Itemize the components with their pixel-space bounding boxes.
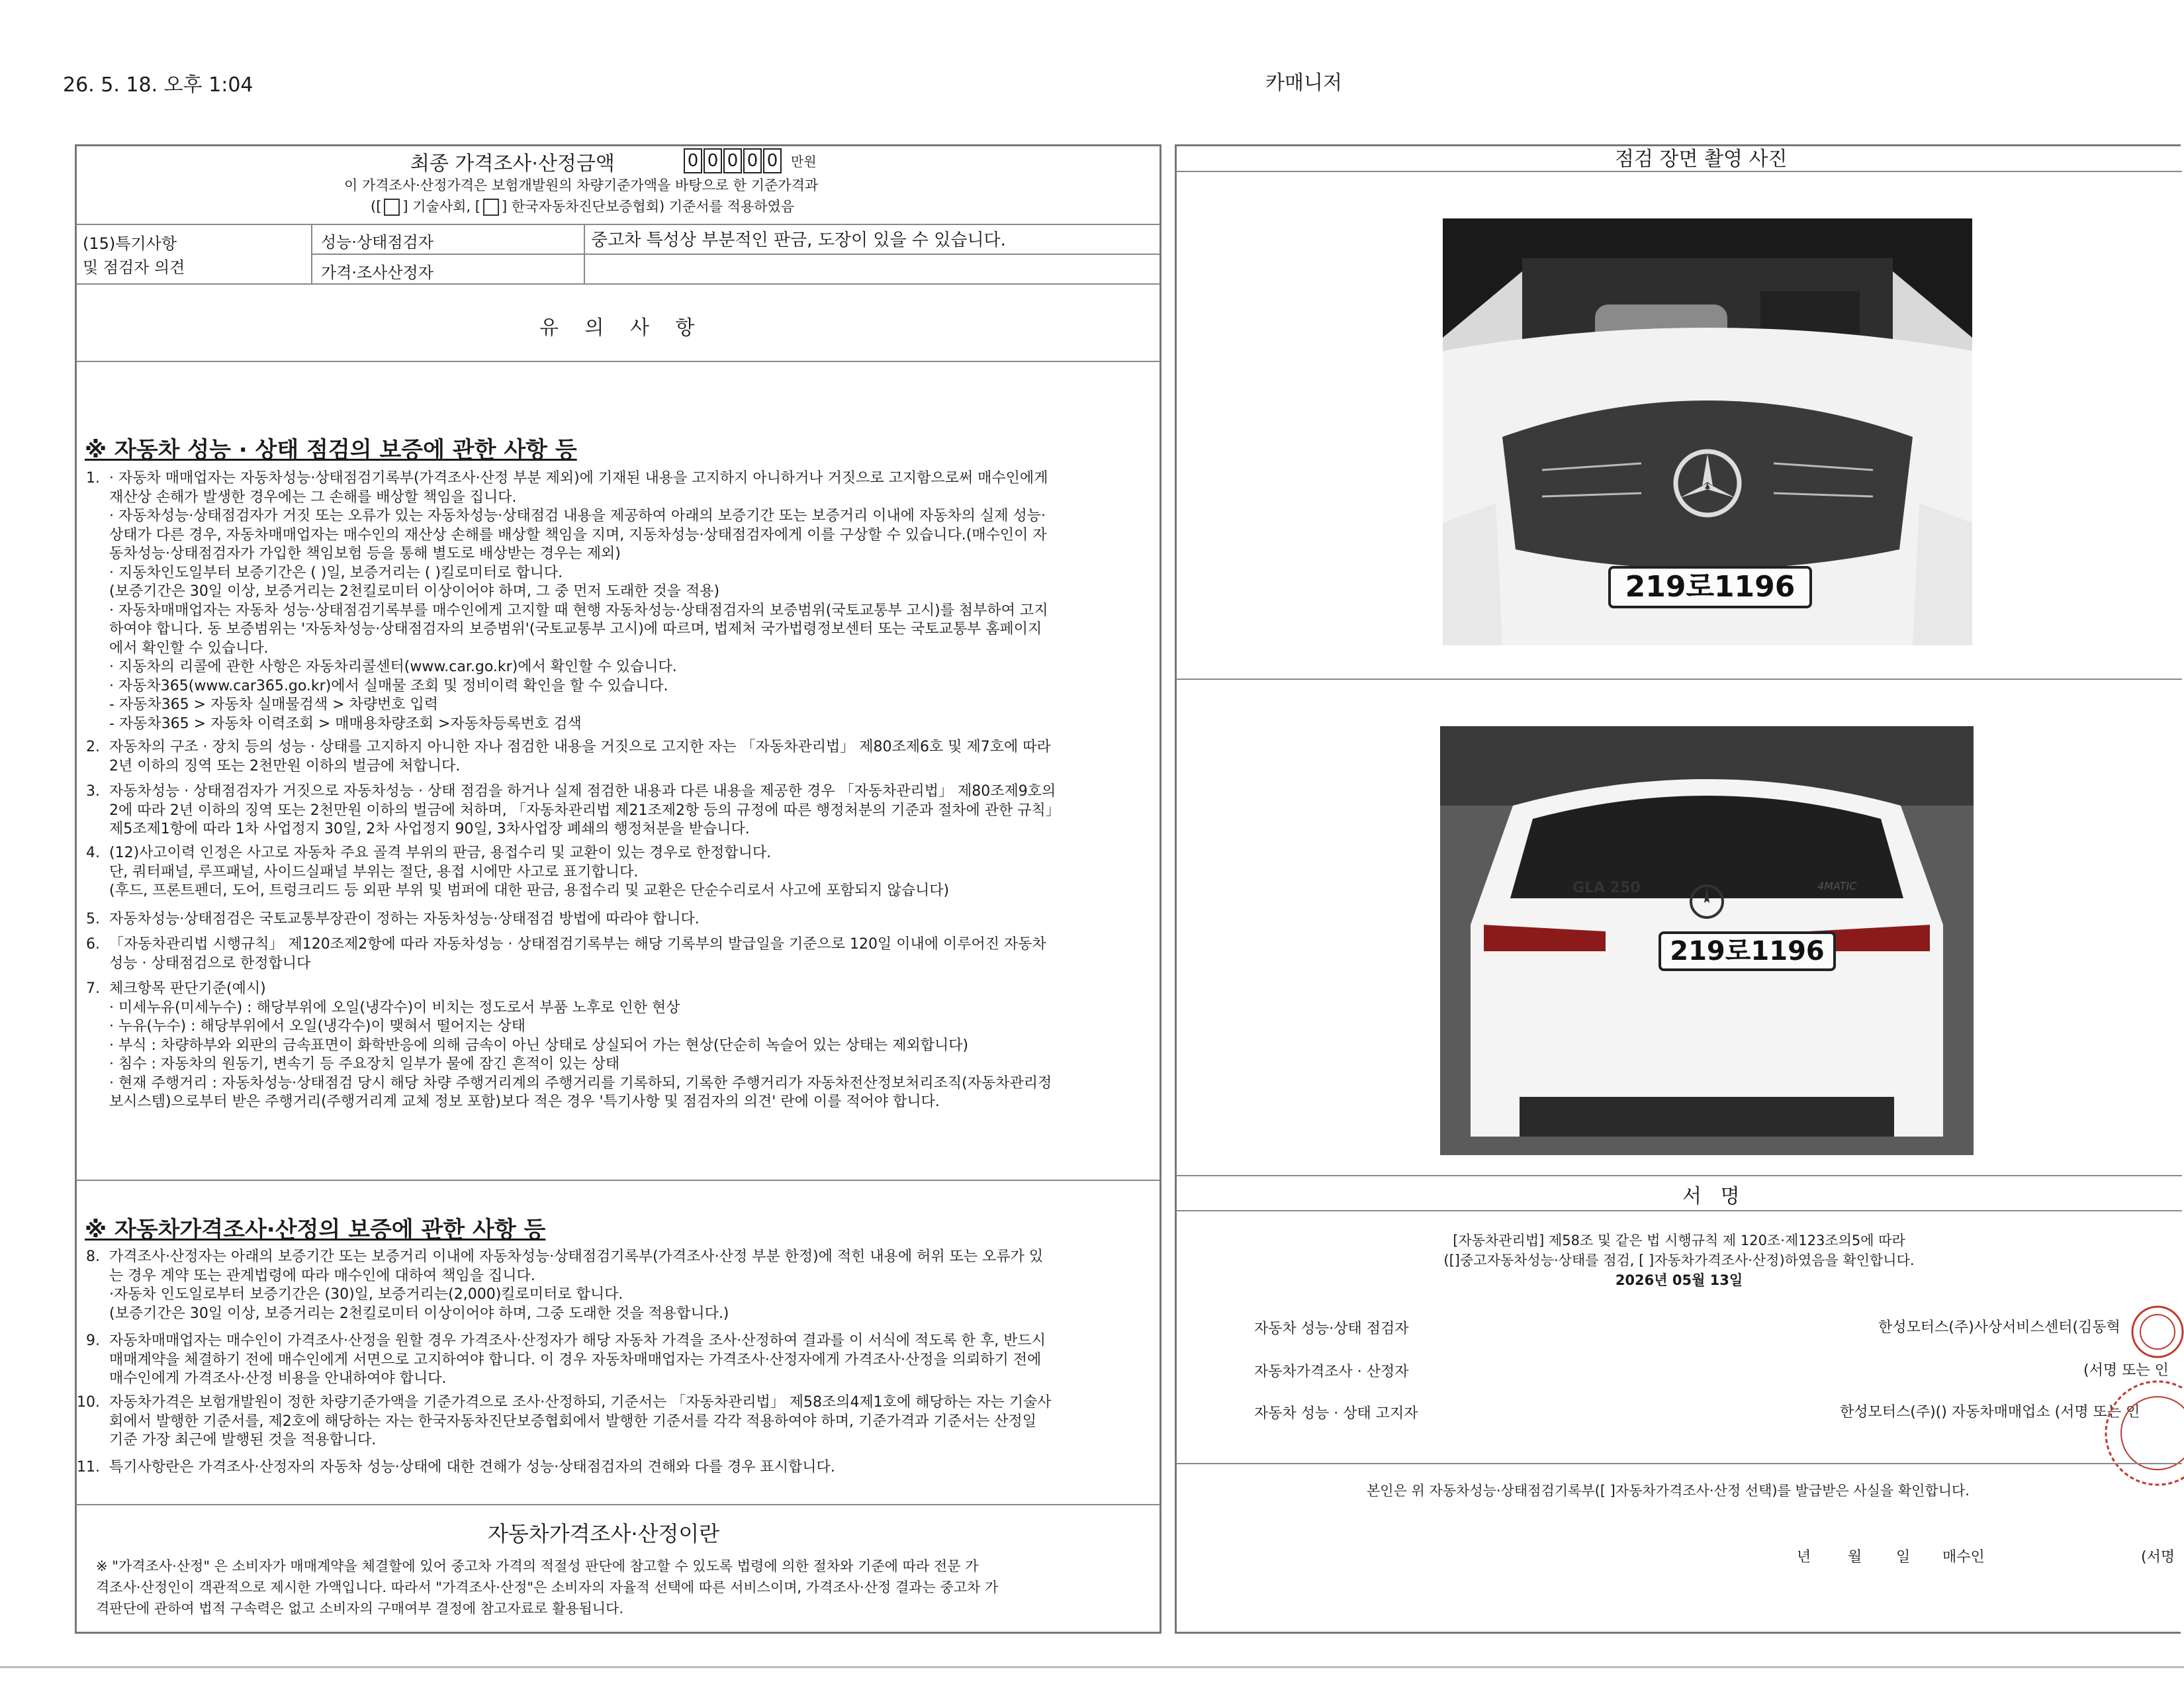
buyer-month: 월 bbox=[1848, 1549, 1862, 1566]
signature-title: 서 명 bbox=[1682, 1185, 1740, 1208]
notifier-sign-value[interactable]: 한성모터스(주)() 자동차매매업소 (서명 또는 인 bbox=[1840, 1404, 2140, 1421]
item-number: 10. bbox=[77, 1394, 100, 1411]
drive-badge: 4MATIC bbox=[1817, 880, 1857, 892]
buyer-label: 매수인 bbox=[1942, 1549, 1985, 1566]
item-number: 8. bbox=[86, 1248, 100, 1265]
buyer-day: 일 bbox=[1896, 1549, 1911, 1566]
price-digit: 0 bbox=[763, 148, 782, 173]
price-note-1: 이 가격조사·산정가격은 보험개발원의 차량기준가액을 바탕으로 한 기준가격과 bbox=[344, 177, 819, 193]
price-digits bbox=[684, 148, 783, 173]
site-name: 카매니저 bbox=[1265, 71, 1342, 95]
notice-title: 유 의 사 항 bbox=[539, 316, 695, 340]
price-digit: 0 bbox=[743, 148, 762, 173]
inspector-label: 성능·상태점검자 bbox=[321, 233, 433, 252]
seal-stamp bbox=[2121, 1304, 2184, 1367]
rear-license-plate: 219로1196 bbox=[1659, 931, 1836, 971]
item-number: 2. bbox=[86, 739, 100, 755]
model-badge: GLA 250 bbox=[1572, 880, 1641, 896]
print-datetime: 26. 5. 18. 오후 1:04 bbox=[63, 73, 253, 97]
engine-front-photo bbox=[1443, 218, 1972, 645]
section2-heading: ※ 자동차가격조사·산정의 보증에 관한 사항 등 bbox=[85, 1217, 546, 1243]
item-5: 자동차성능·상태점검은 국토교통부장관이 정하는 자동차성능·상태점검 방법에 따라야 합니다. bbox=[109, 911, 700, 927]
item-number: 6. bbox=[86, 936, 100, 953]
price-title: 최종 가격조사·산정금액 bbox=[410, 152, 615, 175]
item-number: 5. bbox=[86, 911, 100, 927]
appraiser-sign-value[interactable]: (서명 또는 인 bbox=[2083, 1362, 2169, 1379]
buyer-confirm-text: 본인은 위 자동차성능·상태점검기록부([ ]자동차가격조사·산정 선택)를 발급받은 사실을 확인합니다. bbox=[1367, 1483, 1970, 1499]
page-bottom-edge bbox=[0, 1666, 2184, 1668]
item-6: 「자동차관리법 시행규칙」 제120조제2항에 따라 자동차성능 · 상태점검기록부는 해당 기록부의 발급일을 기준으로 120일 이내에 이루어진 자동차 성능 · 상태점검으로 한정합니다 bbox=[109, 936, 1046, 972]
item-number: 3. bbox=[86, 783, 100, 800]
item-10: 자동차가격은 보험개발원이 정한 차량기준가액을 기준가격으로 조사·산정하되, 기준서는 「자동차관리법」 제58조의4제1호에 해당하는 자는 기술사 회에서 발행한 기준서를, 제2호에 해당하는 자는 한국자동차진단보증협회에서 발행한 기준서를 각각 적용하여야 하며, 기준가격과 기준서는 산정일 기준 가장 최근에 발행된 것을 적용합니다. bbox=[109, 1394, 1052, 1448]
notifier-sign-label: 자동차 성능 · 상태 고지자 bbox=[1254, 1405, 1418, 1422]
item-11: 특기사항란은 가격조사·산정자의 자동차 성능·상태에 대한 견해가 성능·상태점검자의 견해와 다를 경우 표시합니다. bbox=[109, 1459, 835, 1476]
price-note-2: ([ ] 기술사회, [ ] 한국자동차진단보증협회) 기준서를 적용하였음 bbox=[371, 199, 795, 214]
price-unit: 만원 bbox=[791, 154, 817, 169]
item-9: 자동차매매업자는 매수인이 가격조사·산정을 원할 경우 가격조사·산정자가 해당 자동차 가격을 조사·산정하여 결과를 이 서식에 적도록 한 후, 반드시 매매계약을 체결하기 전에 매수인에게 서면으로 고지하여야 합니다. 이 경우 자동차매매업자는 가격조사·산정자에게 가격조사·산정을 의뢰하기 전에 매수인에게 가격조사·산정 비용을 안내하여야 합니다. bbox=[109, 1333, 1046, 1387]
appraiser-sign-label: 자동차가격조사 · 산정자 bbox=[1254, 1364, 1409, 1380]
buyer-year: 년 bbox=[1797, 1549, 1811, 1566]
item-number: 7. bbox=[86, 980, 100, 997]
item-8: 가격조사·산정자는 아래의 보증기간 또는 보증거리 이내에 자동차성능·상태점검기록부(가격조사·산정 부분 한정)에 적힌 내용에 허위 또는 오류가 있 는 경우 계약 또는 관계법령에 따라 매수인에 대하여 책임을 집니다. ·자동차 인도일로부터 보증기간은 (30)일, 보증거리는(2,000)킬로미터로 합니다. (보증기간은 30일 이상, 보증거리는 2천킬로미터 이상이어야 하며, 그중 도래한 것을 적용합니다.) bbox=[109, 1248, 1044, 1322]
rear-photo bbox=[1440, 726, 1974, 1155]
kadia-checkbox[interactable] bbox=[483, 199, 499, 216]
item-number: 4. bbox=[86, 845, 100, 861]
seal-stamp-large bbox=[2078, 1374, 2184, 1493]
remarks-label-2: 및 점검자 의견 bbox=[83, 258, 185, 277]
item-4: (12)사고이력 인정은 사고로 자동차 주요 골격 부위의 판금, 용접수리 및 교환이 있는 경우로 한정합니다. 단, 쿼터패널, 루프패널, 사이드실패널 부위는 절단, 용접 시에만 사고로 표기합니다. (후드, 프론트펜더, 도어, 트렁크리드 등 외판 부위 및 범퍼에 대한 판금, 용접수리 및 교환은 단순수리로서 사고에 포함되지 않습니다) bbox=[109, 845, 950, 899]
item-7: 체크항목 판단기준(예시) · 미세누유(미세누수) : 해당부위에 오일(냉각수)이 비치는 정도로서 부품 노후로 인한 현상 · 누유(누수) : 해당부위에서 오일(냉각수)이 맺혀서 떨어지는 상태 · 부식 : 차량하부와 외판의 금속표면이 화학반응에 의해 금속이 아닌 상태로 상실되어 가는 현상(단순히 녹슬어 있는 상태는 제외합니다) · 침수 : 자동차의 원동기, 변속기 등 주요장치 일부가 물에 잠긴 흔적이 있는 상태 · 현재 주행거리 : 자동차성능·상태점검 당시 해당 차량 주행거리계의 주행거리를 기록하되, 기록한 주행거리가 자동차전산정보처리조직(자동차관리정 보시스템)으로부터 받은 주행거리(주행거리계 교체 정보 포함)보다 적은 경우 '특기사항 및 점검자의 의견' 란에 이를 적어야 합니다. bbox=[109, 980, 1052, 1110]
item-number: 1. bbox=[86, 470, 100, 487]
law-line-1: [자동차관리법] 제58조 및 같은 법 시행규칙 제 120조·제123조의5에 따라 bbox=[1453, 1233, 1905, 1248]
appraiser-label: 가격·조사산정자 bbox=[321, 263, 433, 282]
item-3: 자동차성능 · 상태점검자가 거짓으로 자동차성능 · 상태 점검을 하거나 실제 점검한 내용과 다른 내용을 제공한 경우 「자동차관리법」 제80조제9호의 2에 따라 2년 이하의 징역 또는 2천만원 이하의 벌금에 처하며, 「자동차관리법 제21조제2항 등의 규정에 따른 행정처분의 기준과 절차에 관한 규칙」 제5조제1항에 따라 1차 사업정지 30일, 2차 사업정지 90일, 3차사업장 폐쇄의 행정처분을 받습니다. bbox=[109, 783, 1060, 837]
section1-heading: ※ 자동차 성능 · 상태 점검의 보증에 관한 사항 등 bbox=[85, 437, 577, 463]
price-digit: 0 bbox=[704, 148, 722, 173]
price-digit: 0 bbox=[684, 148, 702, 173]
item-1: · 자동차 매매업자는 자동차성능·상태점검기록부(가격조사·산정 부분 제외)에 기재된 내용을 고지하지 아니하거나 거짓으로 고지함으로써 매수인에게 재산상 손해가 발생한 경우에는 그 손해를 배상할 책임을 집니다. · 자동차성능·상태점검자가 거짓 또는 오류가 있는 자동차성능·상태점검 내용을 제공하여 아래의 보증기간 또는 보증거리 이내에 자동차의 실제 성능· 상태가 다른 경우, 자동차매매업자는 매수인의 재산상 손해를 배상할 책임을 지며, 지동차성능·상태점검자에게 이를 구상할 수 있습니다.(매수인이 자 동차성능·상태점검자가 가입한 책임보험 등을 통해 별도로 배상받는 경우는 제외) · 지동차인도일부터 보증기간은 ( )일, 보증거리는 ( )킬로미터로 합니다. (보증기간은 30일 이상, 보증거리는 2천킬로미터 이상이어야 하며, 그 중 먼저 도래한 것을 적용) · 자동차매매업자는 자동차 성능·상태점검기록부를 매수인에게 고지할 때 현행 자동차성능·상태점검자의 보증범위(국토교통부 고시)를 첨부하여 고지 하여야 합니다. 동 보증범위는 '자동차성능·상태점검자의 보증범위'(국토교통부 고시)에 따르며, 법제처 국가법령정보센터 또는 국토교통부 홈페이지 에서 확인할 수 있습니다. · 지동차의 리콜에 관한 사항은 자동차리콜센터(www.car.go.kr)에서 확인할 수 있습니다. · 자동차365(www.car365.go.kr)에서 실매물 조회 및 정비이력 확인을 할 수 있습니다. - 자동차365 > 자동차 실매물검색 > 차량번호 입력 - 자동차365 > 자동차 이력조회 > 매매용차량조회 >자동차등록번호 검색 bbox=[109, 470, 1048, 732]
law-line-2: ([]중고자동차성능·상태를 점검, [ ]자동차가격조사·산정)하였음을 확인합니다. bbox=[1443, 1252, 1915, 1268]
item-number: 11. bbox=[77, 1459, 100, 1476]
inspector-remark: 중고차 특성상 부분적인 판금, 도장이 있을 수 있습니다. bbox=[591, 230, 1006, 250]
front-license-plate: 219로1196 bbox=[1608, 566, 1812, 608]
item-number: 9. bbox=[86, 1333, 100, 1349]
inspector-sign-label: 자동차 성능·상태 점검자 bbox=[1254, 1321, 1409, 1337]
remarks-label: (15)특기사항 bbox=[83, 234, 177, 253]
signature-date: 2026년 05월 13일 bbox=[1615, 1272, 1743, 1288]
price-digit: 0 bbox=[723, 148, 742, 173]
item-2: 자동차의 구조 · 장치 등의 성능 · 상태를 고지하지 아니한 자나 점검한 내용을 거짓으로 고지한 자는 「자동차관리법」 제80조제6호 및 제7호에 따라 2년 이하의 징역 또는 2천만원 이하의 벌금에 처합니다. bbox=[109, 739, 1051, 774]
definition-text: ※ "가격조사·산정" 은 소비자가 매매계약을 체결할에 있어 중고차 가격의 적절성 판단에 참고할 수 있도록 법령에 의한 절차와 기준에 따라 전문 가 격조사·산정인이 객관적으로 제시한 가액입니다. 따라서 "가격조사·산정"은 소비자의 자율적 선택에 따른 서비스이며, 가격조사·산정 결과는 중고차 가 격판단에 관하여 법적 구속력은 없고 소비자의 구매여부 결정에 참고자료로 활용됩니다. bbox=[96, 1558, 999, 1617]
tech-society-checkbox[interactable] bbox=[384, 199, 400, 216]
definition-title: 자동차가격조사·산정이란 bbox=[488, 1521, 720, 1546]
buyer-sign[interactable]: (서명 bbox=[2141, 1549, 2175, 1566]
inspector-sign-value[interactable]: 한성모터스(주)사상서비스센터(김동혁 bbox=[1878, 1319, 2120, 1336]
photos-title: 점검 장면 촬영 사진 bbox=[1615, 148, 1788, 171]
